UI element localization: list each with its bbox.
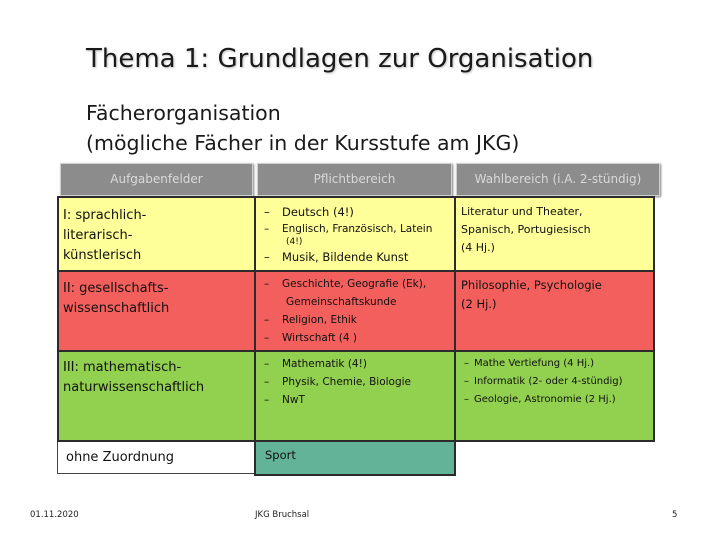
footer-date: 01.11.2020 [30, 510, 79, 520]
table-row-divider [57, 350, 655, 352]
row1-field-line1: I: sprachlich- [63, 208, 147, 223]
row1-field [57, 198, 254, 270]
slide-title: Thema 1: Grundlagen zur Organisation [86, 44, 594, 74]
row1-pflicht-item: – Englisch, Französisch, Latein [256, 221, 454, 237]
row1-field-line2: literarisch- [63, 228, 133, 243]
row2-pflicht-item: – Religion, Ethik [256, 311, 454, 329]
row4-field: ohne Zuordnung [57, 441, 257, 474]
row2-wahl-line: (2 Hj.) [461, 297, 497, 311]
row1-wahl-line: (4 Hj.) [461, 241, 495, 254]
table-border-bottom [256, 474, 456, 476]
row3-field [57, 352, 254, 440]
row2-pflicht-item: – Geschichte, Geografie (Ek), [256, 275, 454, 293]
table-divider-2 [454, 196, 456, 476]
subtitle-line-1: Fächerorganisation [86, 101, 281, 125]
row3-pflicht-item: – Physik, Chemie, Biologie [256, 373, 454, 391]
row3-wahl-item: – Mathe Vertiefung (4 Hj.) [456, 355, 653, 373]
row2-wahl-line: Philosophie, Psychologie [461, 278, 602, 292]
table-row-divider [57, 270, 655, 272]
row2-field-line2: wissenschaftlich [63, 301, 170, 316]
row2-field [57, 272, 254, 350]
row3-pflicht [256, 352, 454, 440]
row1-pflicht-item: – Musik, Bildende Kunst [256, 248, 454, 266]
slide-subtitle [86, 98, 519, 158]
table-divider-1 [254, 196, 256, 476]
subtitle-line-2: (mögliche Fächer in der Kursstufe am JKG) [86, 131, 520, 155]
table-border-left [57, 196, 59, 442]
row3-pflicht-item: – Mathematik (4!) [256, 355, 454, 373]
row1-wahl-line: Spanisch, Portugiesisch [461, 223, 591, 236]
row3-pflicht-item: – NwT [256, 391, 454, 409]
row3-field-line1: III: mathematisch- [63, 360, 182, 375]
header-wahlbereich: Wahlbereich (i.A. 2-stündig) [456, 163, 660, 196]
table-border-top [57, 196, 655, 198]
row3-wahl [456, 352, 653, 440]
row2-field-line1: II: gesellschafts- [63, 281, 169, 296]
row3-wahl-item: – Informatik (2- oder 4-stündig) [456, 373, 653, 391]
row2-pflicht [256, 272, 454, 350]
footer-center: JKG Bruchsal [255, 510, 310, 520]
row1-pflicht-item: – Deutsch (4!) [256, 203, 454, 221]
row4-pflicht: Sport [256, 441, 454, 474]
row2-wahl [456, 272, 653, 350]
row3-wahl-item: – Geologie, Astronomie (2 Hj.) [456, 391, 653, 409]
row1-pflicht-note: (4!) [286, 237, 303, 247]
row1-field-line3: künstlerisch [63, 248, 142, 263]
row2-pflicht-cont: Gemeinschaftskunde [286, 296, 397, 308]
row1-wahl [456, 198, 653, 270]
header-aufgabenfelder: Aufgabenfelder [60, 163, 253, 196]
row1-wahl-line: Literatur und Theater, [461, 205, 583, 218]
header-pflichtbereich: Pflichtbereich [257, 163, 452, 196]
row3-field-line2: naturwissenschaftlich [63, 380, 205, 395]
row2-pflicht-item: – Wirtschaft (4 ) [256, 329, 454, 347]
footer-page-number: 5 [672, 510, 678, 520]
table-border-right [653, 196, 655, 442]
row1-pflicht [256, 198, 454, 270]
table-row-divider [57, 440, 655, 442]
